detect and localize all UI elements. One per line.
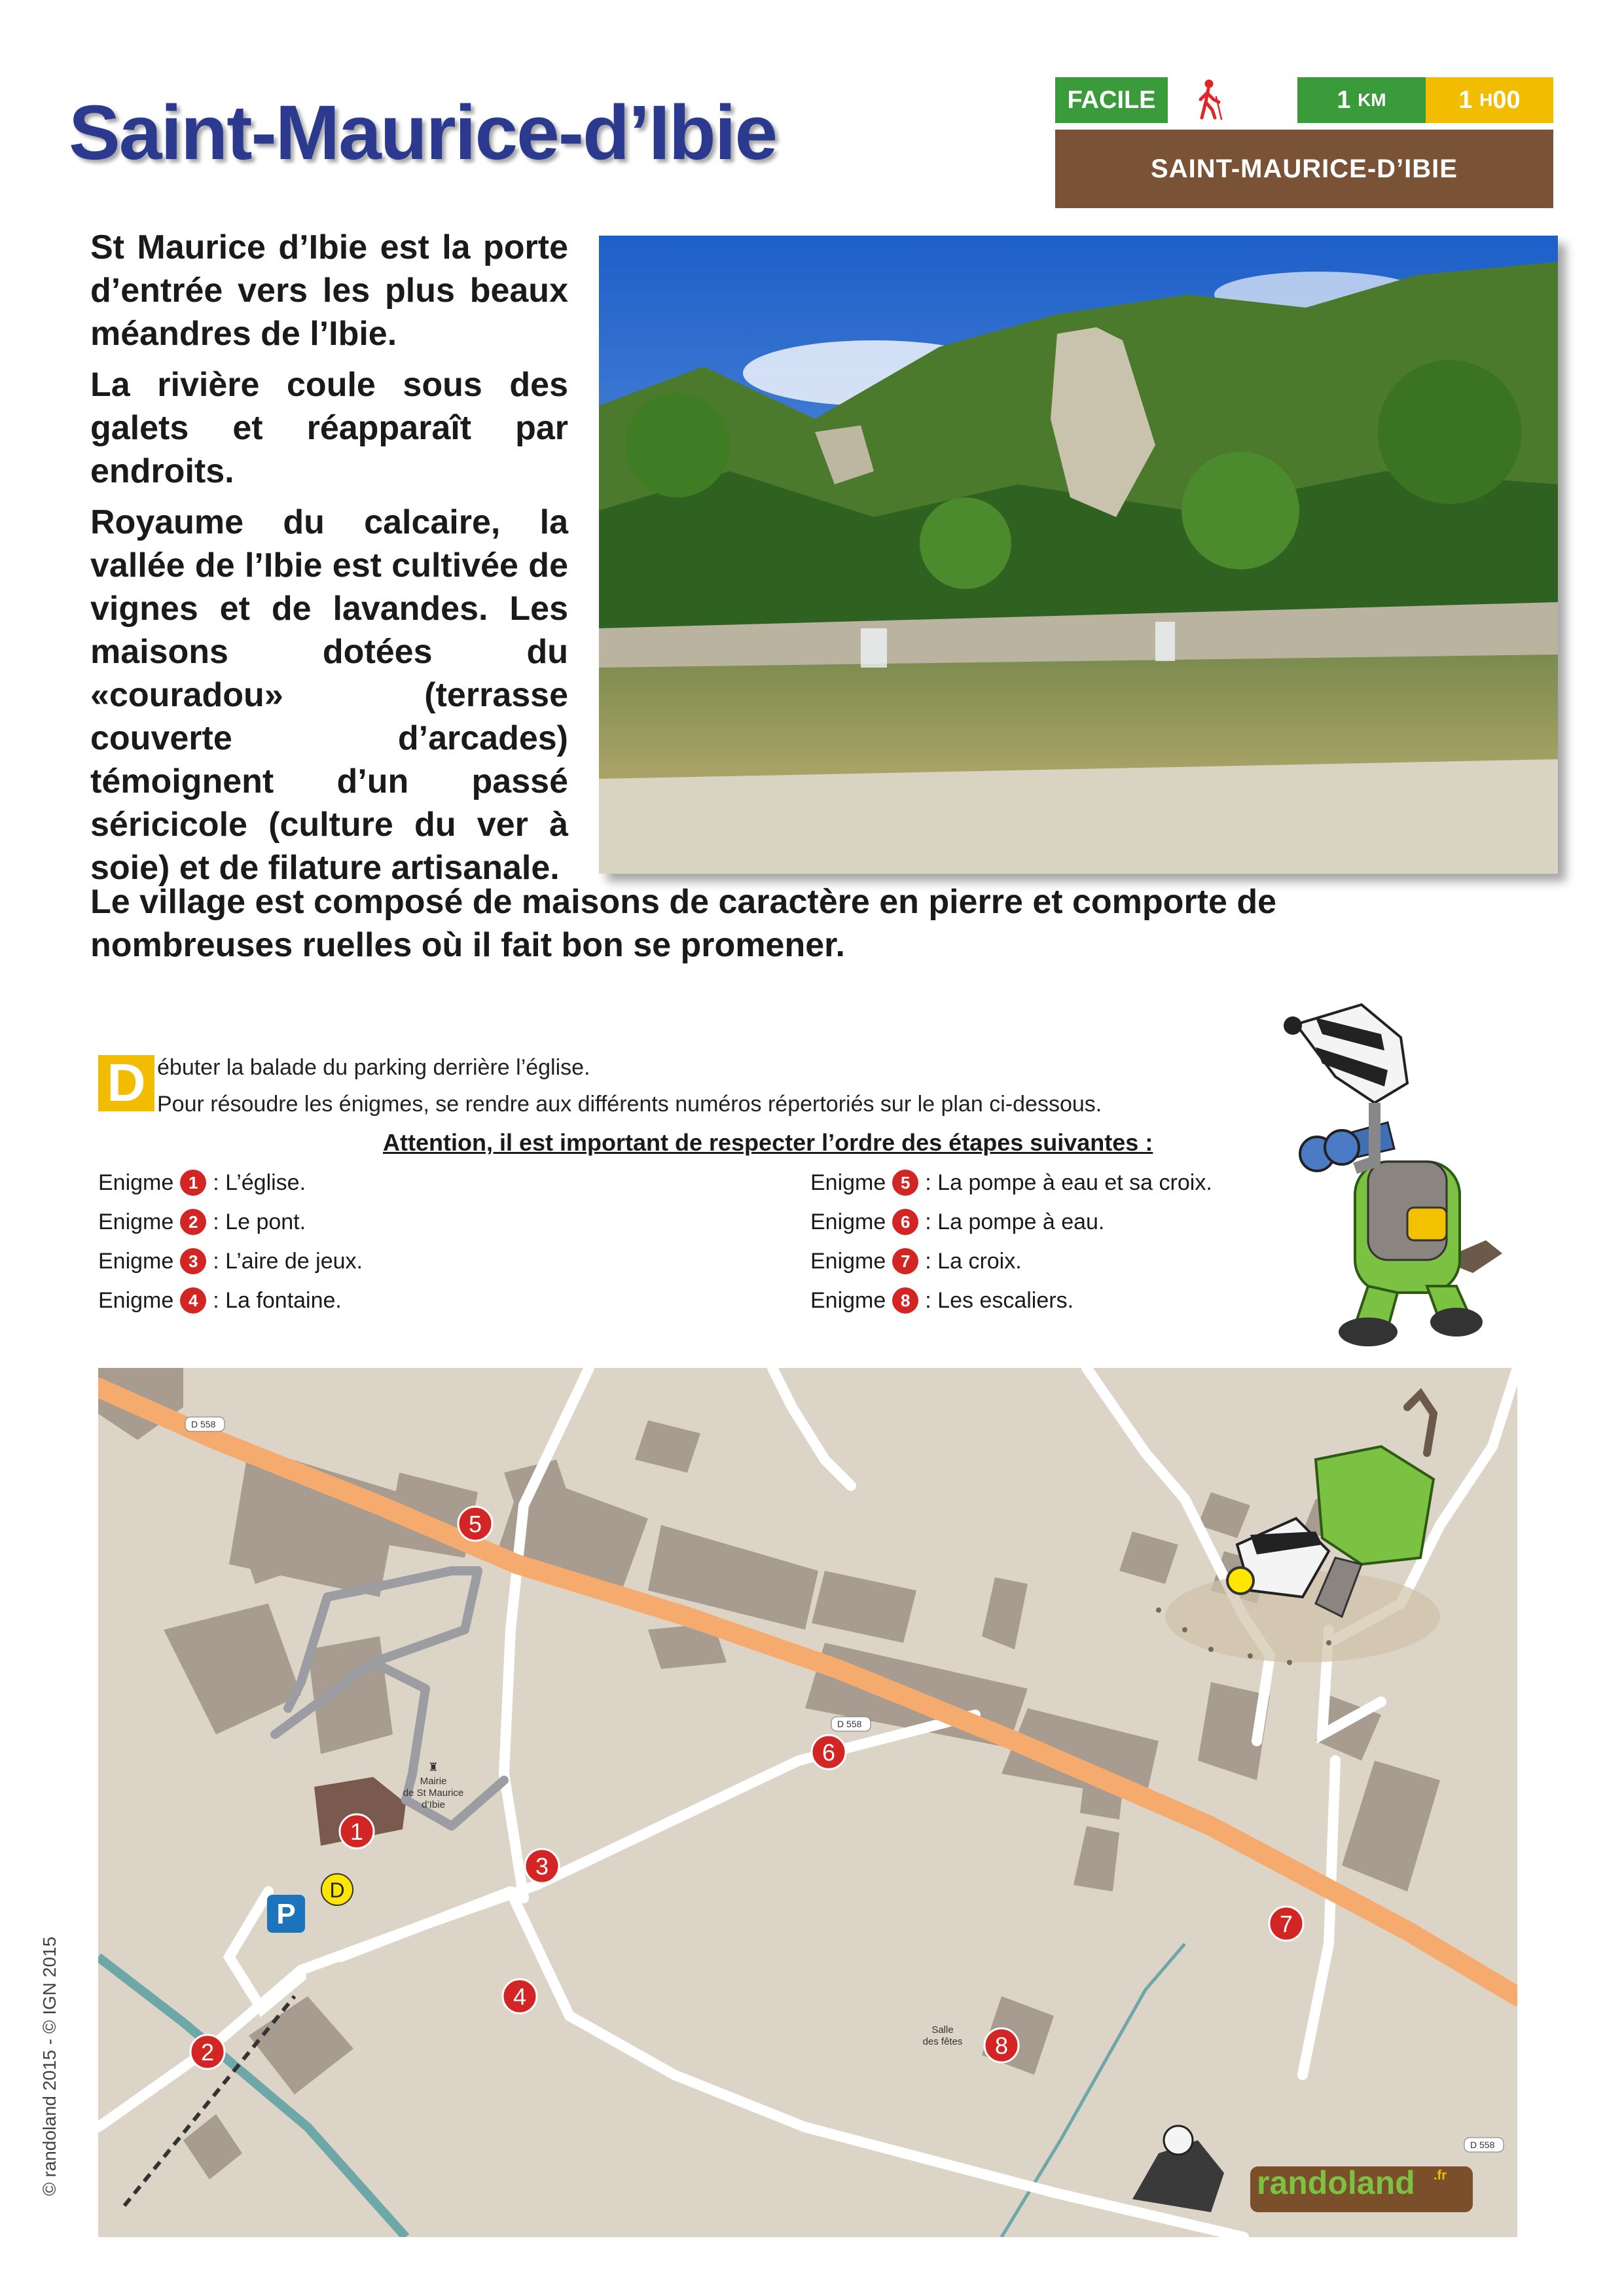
enigma-label: : La croix. xyxy=(925,1248,1022,1274)
enigma-item xyxy=(98,1170,306,1196)
intro-paragraph: La rivière coule sous des galets et réapparaît par endroits. xyxy=(90,366,568,490)
enigma-word: Enigme xyxy=(98,1170,174,1195)
start-label: D xyxy=(329,1878,345,1902)
enigma-label: : Le pont. xyxy=(213,1209,306,1234)
enigma-word: Enigme xyxy=(810,1248,886,1274)
enigma-label: : L’église. xyxy=(213,1170,306,1195)
enigma-item xyxy=(98,1287,342,1314)
mairie-label: d’Ibie xyxy=(422,1799,445,1810)
enigma-label: : La pompe à eau et sa croix. xyxy=(925,1170,1212,1195)
enigma-word: Enigme xyxy=(810,1170,886,1195)
enigma-number: 2 xyxy=(180,1209,206,1235)
enigma-label: : L’aire de jeux. xyxy=(213,1248,363,1274)
enigma-item xyxy=(98,1248,363,1274)
enigma-word: Enigme xyxy=(810,1209,886,1234)
attention-note: Attention, il est important de respecter l’ordre des étapes suivantes : xyxy=(383,1129,1153,1156)
enigma-number: 7 xyxy=(892,1248,918,1274)
map-marker-4-label: 4 xyxy=(513,1983,527,2010)
salle-label: Salle xyxy=(931,2024,954,2036)
enigma-number: 5 xyxy=(892,1170,918,1196)
enigma-label: : La fontaine. xyxy=(213,1287,342,1313)
road-label: D 558 xyxy=(837,1719,862,1729)
mairie-label: Mairie xyxy=(420,1776,447,1787)
intro-paragraph: St Maurice d’Ibie est la porte d’entrée vers les plus beaux méandres de l’Ibie. xyxy=(90,228,568,353)
duration-minutes: 00 xyxy=(1492,86,1521,114)
distance-value: 1 xyxy=(1337,86,1351,114)
enigma-word: Enigme xyxy=(98,1287,174,1313)
duration-badge xyxy=(1426,77,1553,123)
salle-label: des fêtes xyxy=(922,2036,963,2047)
parking-label: P xyxy=(276,1898,296,1930)
location-badge: SAINT-MAURICE-D’IBIE xyxy=(1055,130,1553,208)
road-label: D 558 xyxy=(191,1419,216,1429)
badger-mascot-illustration xyxy=(1276,998,1525,1352)
enigma-word: Enigme xyxy=(98,1209,174,1234)
intro-paragraph: Royaume du calcaire, la vallée de l’Ibie est cultivée de vignes et de lavandes. Les maisons dotées du «couradou» (terrasse couverte d’arcades) témoignent d’un passé séricicole (culture du ver à soie) et de filature artisanale. xyxy=(90,503,568,887)
svg-text:♜: ♜ xyxy=(427,1761,439,1774)
dropcap: D xyxy=(98,1055,154,1111)
mairie-label: de St Maurice xyxy=(403,1787,464,1799)
duration-unit: H xyxy=(1479,90,1493,110)
enigma-item xyxy=(98,1209,306,1235)
intro-paragraph: Le village est composé de maisons de caractère en pierre et comporte de nombreuses ruelles où il fait bon se promener. xyxy=(90,883,1277,964)
map-marker-5-label: 5 xyxy=(468,1511,482,1537)
enigma-number: 8 xyxy=(892,1287,918,1314)
distance-badge xyxy=(1297,77,1426,123)
distance-unit: KM xyxy=(1358,90,1386,110)
difficulty-badge: FACILE xyxy=(1055,77,1168,123)
enigma-item xyxy=(810,1209,1104,1235)
hiker-icon xyxy=(1173,77,1245,123)
trail-map xyxy=(98,1368,1517,2237)
page-title: Saint-Maurice-d’Ibie xyxy=(69,90,777,176)
intro-text xyxy=(90,226,568,897)
copyright-text: © randoland 2015 - © IGN 2015 xyxy=(39,1936,60,2196)
map-marker-1-label: 1 xyxy=(350,1818,364,1845)
enigma-word: Enigme xyxy=(98,1248,174,1274)
map-marker-8-label: 8 xyxy=(994,2032,1009,2059)
enigma-word: Enigme xyxy=(810,1287,886,1313)
duration-hours: 1 xyxy=(1458,86,1473,114)
brand-name: randoland xyxy=(1257,2164,1415,2201)
map-marker-6-label: 6 xyxy=(821,1739,836,1766)
enigma-label: : La pompe à eau. xyxy=(925,1209,1105,1234)
enigma-label: : Les escaliers. xyxy=(925,1287,1074,1313)
enigma-number: 1 xyxy=(180,1170,206,1196)
instruction-line: ébuter la balade du parking derrière l’église. xyxy=(157,1055,590,1080)
road-label: D 558 xyxy=(1470,2140,1495,2150)
enigma-item xyxy=(810,1170,1212,1196)
map-marker-2-label: 2 xyxy=(200,2039,215,2066)
landscape-photo xyxy=(599,236,1558,874)
enigma-item xyxy=(810,1248,1022,1274)
enigma-number: 3 xyxy=(180,1248,206,1274)
instruction-line: Pour résoudre les énigmes, se rendre aux différents numéros répertoriés sur le plan ci-dessous. xyxy=(157,1092,1102,1117)
enigma-item xyxy=(810,1287,1074,1314)
enigma-number: 4 xyxy=(180,1287,206,1314)
map-marker-7-label: 7 xyxy=(1279,1910,1293,1937)
enigma-number: 6 xyxy=(892,1209,918,1235)
brand-tld: .fr xyxy=(1434,2168,1447,2183)
map-marker-3-label: 3 xyxy=(535,1853,549,1880)
